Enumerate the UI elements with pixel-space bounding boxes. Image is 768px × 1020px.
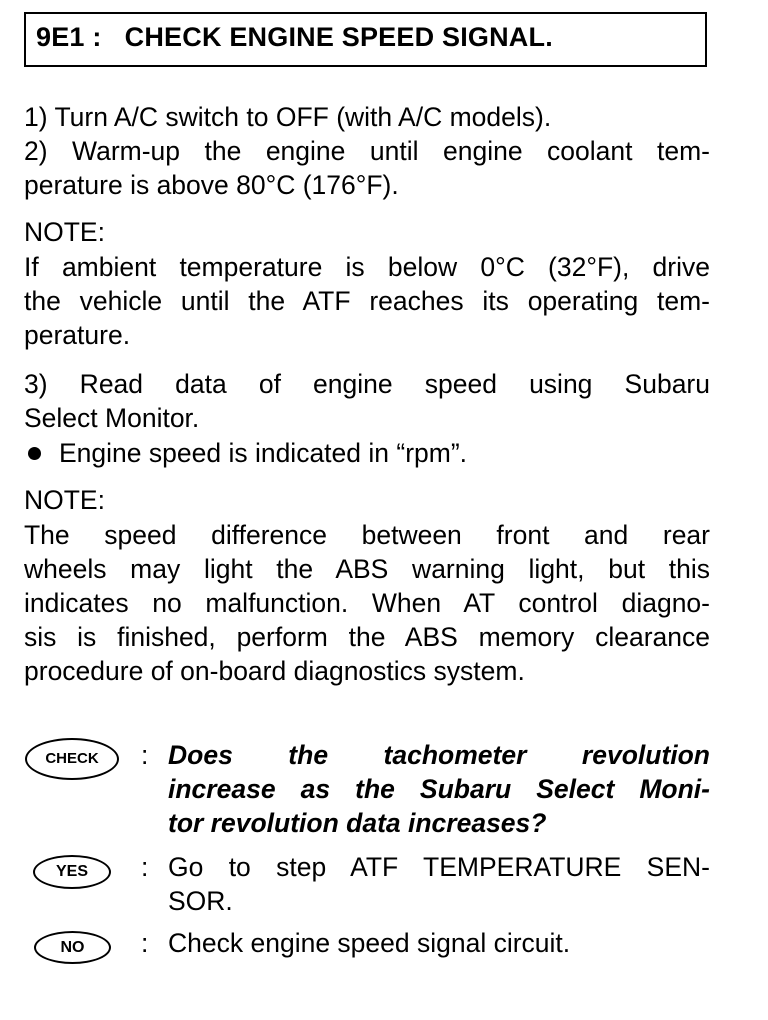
note-2-line-1: The speed difference between front and rear [24, 520, 710, 550]
no-answer-line-1: Check engine speed signal circuit. [168, 928, 571, 958]
check-question-line-2: increase as the Subaru Select Moni- [168, 774, 710, 804]
note-2-line-5: procedure of on-board diagnostics system. [24, 656, 525, 686]
check-question-line-1: Does the tachometer revolution [168, 740, 710, 770]
check-badge-icon [25, 738, 119, 780]
note-1-label: NOTE: [24, 217, 105, 247]
section-title-box [24, 12, 707, 67]
yes-badge-label: YES [55, 863, 88, 880]
note-2-line-4: sis is finished, perform the ABS memory clearance [24, 622, 710, 652]
note-1-line-1: If ambient temperature is below 0°C (32°F), drive [24, 252, 710, 282]
note-2-line-3: indicates no malfunction. When AT control diagno- [24, 588, 710, 618]
check-badge-label: CHECK [45, 750, 99, 767]
step-1: 1) Turn A/C switch to OFF (with A/C models). [24, 102, 552, 132]
bullet-dot-icon [28, 447, 41, 460]
yes-answer-line-1: Go to step ATF TEMPERATURE SEN- [168, 852, 710, 882]
bullet-text: Engine speed is indicated in “rpm”. [59, 438, 468, 468]
no-colon: : [141, 928, 149, 958]
section-title: 9E1 : CHECK ENGINE SPEED SIGNAL. [36, 22, 553, 52]
note-1-line-2: the vehicle until the ATF reaches its operating tem- [24, 286, 710, 316]
yes-colon: : [141, 852, 149, 882]
note-2-line-2: wheels may light the ABS warning light, but this [24, 554, 710, 584]
step-2-line-2: perature is above 80°C (176°F). [24, 170, 399, 200]
no-badge-icon [34, 931, 111, 964]
step-3-line-2: Select Monitor. [24, 403, 200, 433]
note-1-line-3: perature. [24, 320, 131, 350]
yes-badge-icon [33, 855, 111, 889]
bullet-item [24, 436, 467, 471]
step-3-line-1: 3) Read data of engine speed using Subaru [24, 369, 710, 399]
step-2-line-1: 2) Warm-up the engine until engine coolant tem- [24, 136, 710, 166]
check-question-line-3: tor revolution data increases? [168, 808, 547, 838]
yes-answer-line-2: SOR. [168, 886, 233, 916]
no-badge-label: NO [60, 939, 85, 956]
check-colon: : [141, 740, 149, 770]
note-2-label: NOTE: [24, 485, 105, 515]
